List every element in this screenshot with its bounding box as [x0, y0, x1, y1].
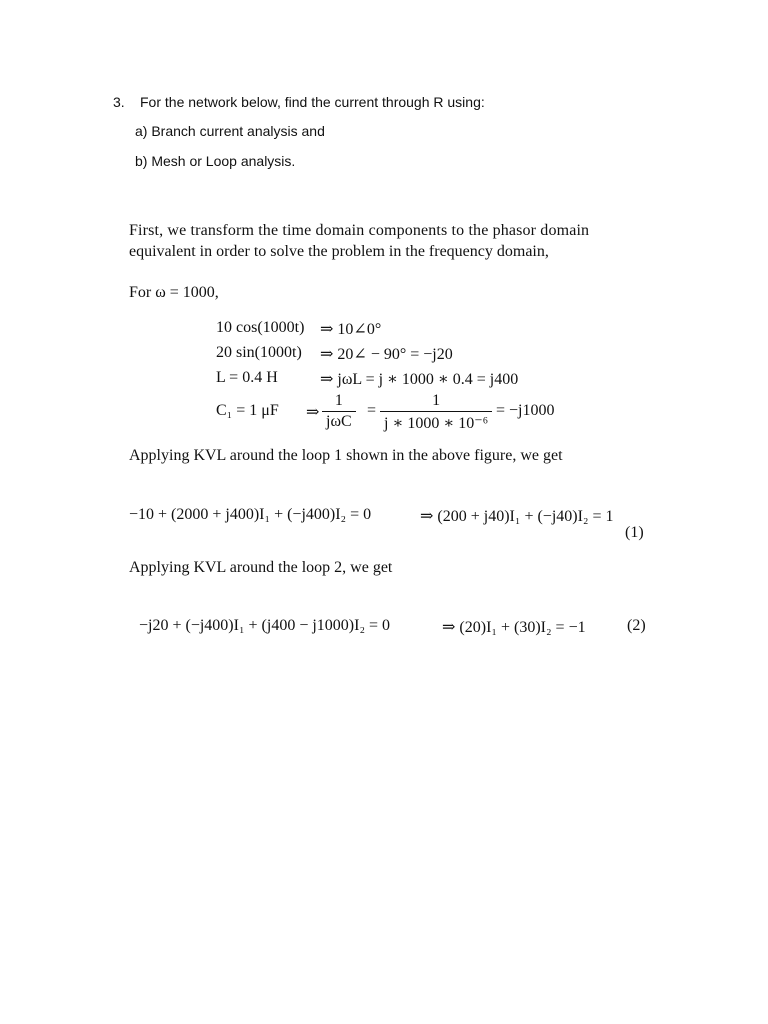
solution-intro-line-2: equivalent in order to solve the problem in the frequency domain,: [129, 243, 549, 260]
kvl-loop2-text: Applying KVL around the loop 2, we get: [129, 559, 393, 576]
equation-2-label: (2): [627, 617, 646, 634]
solution-intro-line-1: First, we transform the time domain components to the phasor domain: [129, 222, 590, 239]
omega-statement: For ω = 1000,: [129, 284, 219, 301]
capacitor-fraction-1-numerator: 1: [322, 392, 356, 412]
capacitor-fraction-2: [380, 392, 492, 433]
transform-inductor-rhs: ⇒ jωL = j ∗ 1000 ∗ 0.4 = j400: [320, 371, 519, 388]
capacitor-result: = −j1000: [496, 402, 555, 419]
capacitor-fraction-2-numerator: 1: [380, 392, 492, 412]
problem-statement: For the network below, find the current through R using:: [140, 94, 485, 110]
problem-part-a: a) Branch current analysis and: [135, 123, 325, 139]
transform-capacitor-arrow: ⇒: [306, 404, 320, 421]
equation-2-left: −j20 + (−j400)I₁ + (j400 − j1000)I₂ = 0: [139, 617, 391, 634]
capacitor-fraction-2-denominator: j ∗ 1000 ∗ 10⁻⁶: [384, 415, 489, 432]
kvl-loop1-text: Applying KVL around the loop 1 shown in the above figure, we get: [129, 447, 563, 464]
equation-2-right: ⇒ (20)I₁ + (30)I₂ = −1: [442, 619, 586, 636]
transform-source2-rhs: ⇒ 20∠ − 90° = −j20: [320, 346, 453, 363]
equation-1-right: ⇒ (200 + j40)I₁ + (−j40)I₂ = 1: [420, 508, 614, 525]
transform-source1-lhs: 10 cos(1000t): [216, 319, 305, 336]
equation-1-label: (1): [625, 524, 644, 541]
capacitor-fraction-1-denominator: jωC: [326, 413, 352, 430]
problem-number: 3.: [113, 94, 125, 110]
transform-inductor-lhs: L = 0.4 H: [216, 369, 278, 386]
transform-capacitor-lhs: C₁ = 1 μF: [216, 402, 279, 419]
transform-source1-rhs: ⇒ 10∠0°: [320, 321, 382, 338]
transform-source2-lhs: 20 sin(1000t): [216, 344, 302, 361]
capacitor-equals: =: [367, 402, 377, 419]
problem-part-b: b) Mesh or Loop analysis.: [135, 153, 296, 169]
capacitor-fraction-1: [322, 392, 356, 431]
equation-1-left: −10 + (2000 + j400)I₁ + (−j400)I₂ = 0: [129, 506, 372, 523]
